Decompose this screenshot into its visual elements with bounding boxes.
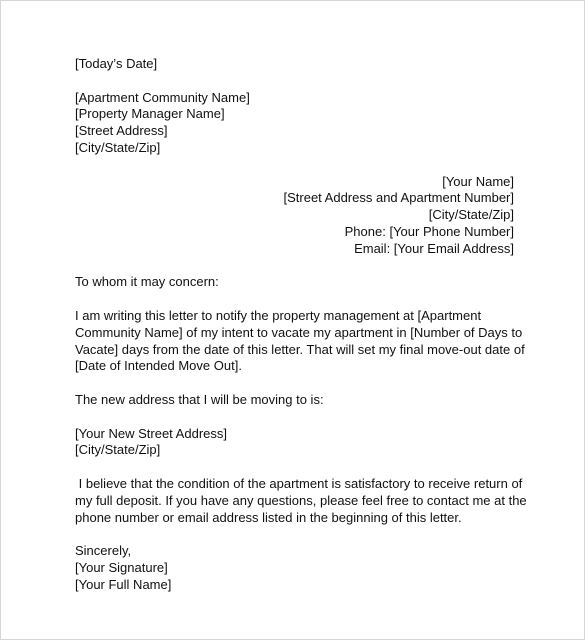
letter-body [75, 56, 527, 594]
recipient-manager-name: [Property Manager Name] [75, 106, 225, 122]
new-city-state-zip: [City/State/Zip] [75, 442, 161, 458]
paragraph-line: [Date of Intended Move Out]. [75, 358, 242, 374]
deposit-paragraph [75, 475, 527, 526]
sender-street-address: [Street Address and Apartment Number] [283, 190, 514, 206]
paragraph-line: I believe that the condition of the apartment is satisfactory to receive return of [75, 475, 523, 491]
paragraph-line: Community Name] of my intent to vacate my apartment in [Number of Days to [75, 324, 523, 340]
new-address-intro: The new address that I will be moving to is: [75, 391, 324, 407]
sender-email: Email: [Your Email Address] [354, 240, 514, 256]
notice-paragraph [75, 307, 525, 375]
new-address-block [75, 426, 514, 460]
full-name-placeholder: [Your Full Name] [75, 576, 172, 592]
paragraph-line: phone number or email address listed in the beginning of this letter. [75, 509, 462, 525]
recipient-block [75, 90, 514, 157]
spacer [75, 375, 514, 392]
paragraph-line: Vacate] days from the date of this letter. That will set my final move-out date of [75, 341, 525, 357]
recipient-street-address: [Street Address] [75, 123, 168, 139]
signature-placeholder: [Your Signature] [75, 559, 168, 575]
sender-city-state-zip: [City/State/Zip] [428, 207, 514, 223]
new-street-address: [Your New Street Address] [75, 425, 227, 441]
date-line: [Today’s Date] [75, 56, 158, 71]
paragraph-line: I am writing this letter to notify the property management at [Apartment [75, 307, 482, 323]
sender-name: [Your Name] [442, 173, 514, 189]
recipient-city-state-zip: [City/State/Zip] [75, 139, 161, 155]
sender-block [75, 174, 514, 258]
spacer [75, 157, 514, 174]
paragraph-line: my full deposit. If you have any questions, please feel free to contact me at the [75, 492, 527, 508]
spacer [75, 409, 514, 426]
sender-phone: Phone: [Your Phone Number] [344, 223, 514, 239]
closing: Sincerely, [75, 543, 132, 559]
spacer [75, 459, 514, 476]
spacer [75, 526, 514, 543]
spacer [75, 73, 514, 90]
recipient-community-name: [Apartment Community Name] [75, 89, 250, 105]
spacer [75, 258, 514, 275]
salutation: To whom it may concern: [75, 274, 219, 290]
spacer [75, 291, 514, 308]
